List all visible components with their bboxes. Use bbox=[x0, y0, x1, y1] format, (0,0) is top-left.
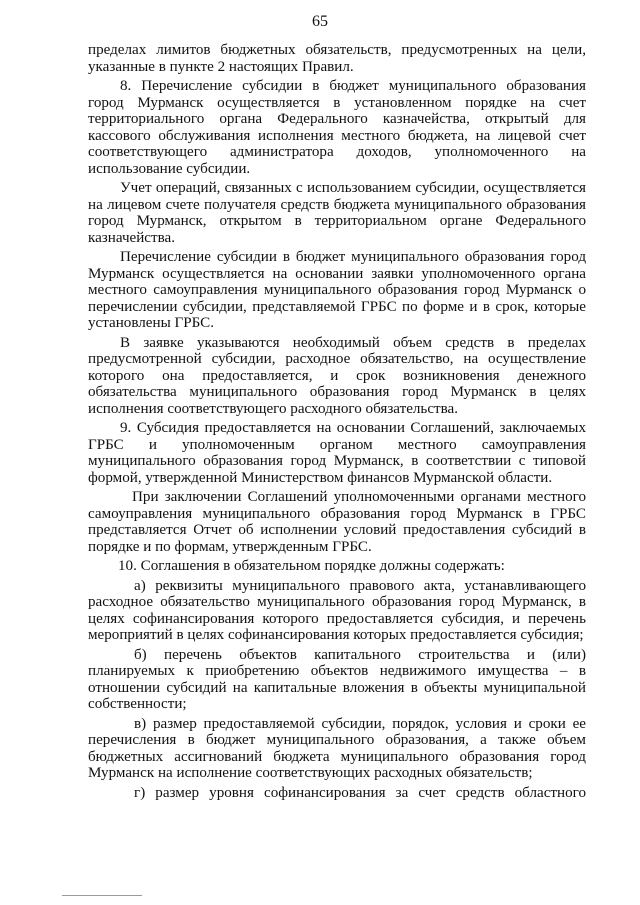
footer-divider bbox=[62, 895, 142, 896]
list-item-v: в) размер предоставляемой субсидии, порядок, условия и сроки ее перечисления в бюджет муниципального образования, а также объем бюджетных ассигнований бюджета муниципального образования город Мурманск на исполнение соответствующих расходных обязательств; bbox=[88, 715, 586, 781]
paragraph-continuation: пределах лимитов бюджетных обязательств, предусмотренных на цели, указанные в пункте 2 настоящих Правил. bbox=[88, 42, 586, 75]
document-body bbox=[88, 42, 586, 801]
paragraph-item-8: 8. Перечисление субсидии в бюджет муниципального образования город Мурманск осуществляется в установленном порядке на счет территориального органа Федерального казначейства, открытый для кассового обслуживания исполнения местного бюджета, на лицевой счет соответствующего администратора доходов, уполномоченного на использование субсидии. bbox=[88, 78, 586, 177]
paragraph-agreements: При заключении Соглашений уполномоченными органами местного самоуправления муниципального образования город Мурманск в ГРБС представляется Отчет об исполнении условий предоставления субсидий в порядке и по формам, утвержденным ГРБС. bbox=[88, 489, 586, 555]
paragraph-item-9: 9. Субсидия предоставляется на основании Соглашений, заключаемых ГРБС и уполномоченным органом местного самоуправления муниципального образования город Мурманск, в соответствии с типовой формой, утвержденной Министерством финансов Мурманской области. bbox=[88, 420, 586, 486]
paragraph-transfer: Перечисление субсидии в бюджет муниципального образования город Мурманск осуществляется на основании заявки уполномоченного органа местного самоуправления муниципального образования город Мурманск о перечислении субсидии, представляемой ГРБС по форме и в срок, которые установлены ГРБС. bbox=[88, 249, 586, 331]
list-item-b: б) перечень объектов капитального строительства и (или) планируемых к приобретению объектов недвижимого имущества – в отношении субсидий на капитальные вложения в объекты муниципальной собственности; bbox=[88, 646, 586, 712]
list-item-a: а) реквизиты муниципального правового акта, устанавливающего расходное обязательство муниципального образования город Мурманск, в целях софинансирования которого предоставляется субсидия, и перечень мероприятий в целях софинансирования которых предоставляется субсидия; bbox=[88, 577, 586, 643]
paragraph-application: В заявке указываются необходимый объем средств в пределах предусмотренной субсидии, расходное обязательство, на осуществление которого она предоставляется, и срок возникновения денежного обязательства муниципального образования город Мурманск в целях исполнения соответствующего расходного обязательства. bbox=[88, 334, 586, 417]
list-item-g: г) размер уровня софинансирования за счет средств областного bbox=[134, 784, 586, 801]
paragraph-accounting: Учет операций, связанных с использованием субсидии, осуществляется на лицевом счете получателя средств бюджета муниципального образования город Мурманск, открытом в территориальном органе Федерального казначейства. bbox=[88, 180, 586, 246]
paragraph-item-10: 10. Соглашения в обязательном порядке должны содержать: bbox=[118, 558, 505, 574]
page-number: 65 bbox=[312, 13, 328, 30]
